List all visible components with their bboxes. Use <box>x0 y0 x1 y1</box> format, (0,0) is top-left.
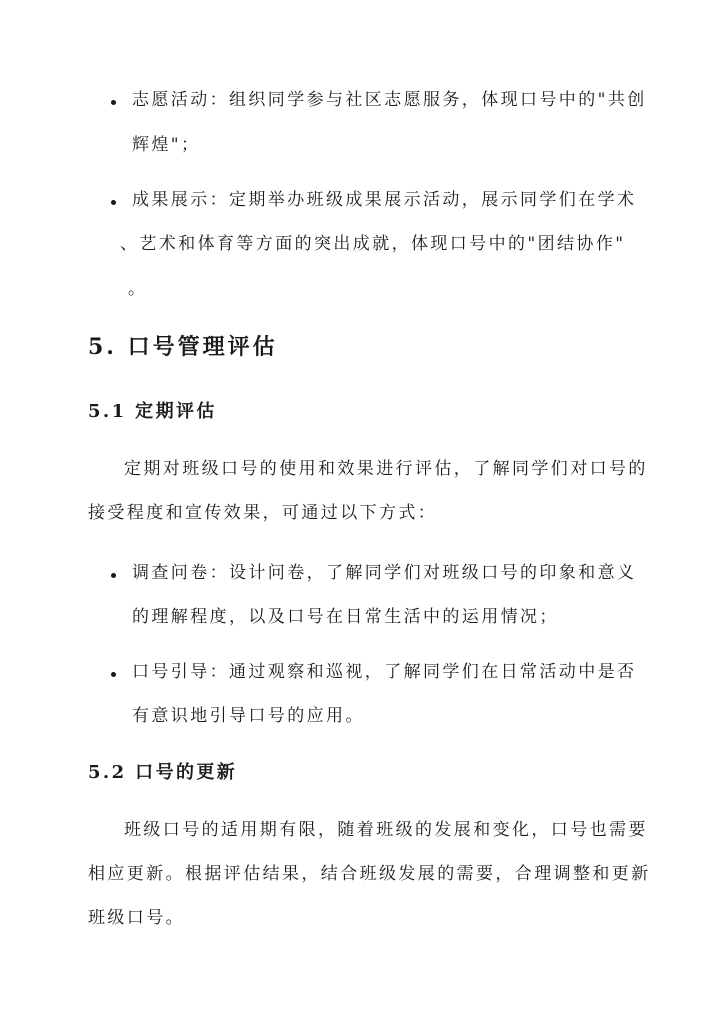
paragraph-line: 相应更新。根据评估结果，结合班级发展的需要，合理调整和更新 <box>88 864 651 884</box>
list-item-text: 口号引导：通过观察和巡视，了解同学们在日常活动中是否 <box>132 662 637 682</box>
paragraph-line: 班级口号的适用期有限，随着班级的发展和变化，口号也需要 <box>124 820 648 840</box>
list-item-text: 辉煌"； <box>132 135 201 155</box>
bullet-icon <box>111 100 116 105</box>
bullet-icon <box>111 200 116 205</box>
list-item-text: 成果展示：定期举办班级成果展示活动，展示同学们在学术 <box>132 190 637 210</box>
subsection-heading: 5.1 定期评估 <box>88 401 217 422</box>
paragraph-line: 接受程度和宣传效果，可通过以下方式： <box>88 503 438 523</box>
list-item-text: 调查问卷：设计问卷，了解同学们对班级口号的印象和意义 <box>132 563 637 583</box>
paragraph-line: 班级口号。 <box>88 908 185 928</box>
bullet-icon <box>111 672 116 677</box>
list-item-text: 的理解程度，以及口号在日常生活中的运用情况； <box>132 607 559 627</box>
subsection-heading: 5.2 口号的更新 <box>88 762 238 783</box>
section-heading: 5. 口号管理评估 <box>88 334 278 360</box>
list-item-text: 、艺术和体育等方面的突出成就，体现口号中的"团结协作" <box>120 234 626 254</box>
paragraph-line: 定期对班级口号的使用和效果进行评估，了解同学们对口号的 <box>124 459 648 479</box>
list-item-text: 志愿活动：组织同学参与社区志愿服务，体现口号中的"共创 <box>132 90 647 110</box>
list-item-text: 。 <box>128 279 148 299</box>
list-item-text: 有意识地引导口号的应用。 <box>132 706 365 726</box>
bullet-icon <box>111 573 116 578</box>
